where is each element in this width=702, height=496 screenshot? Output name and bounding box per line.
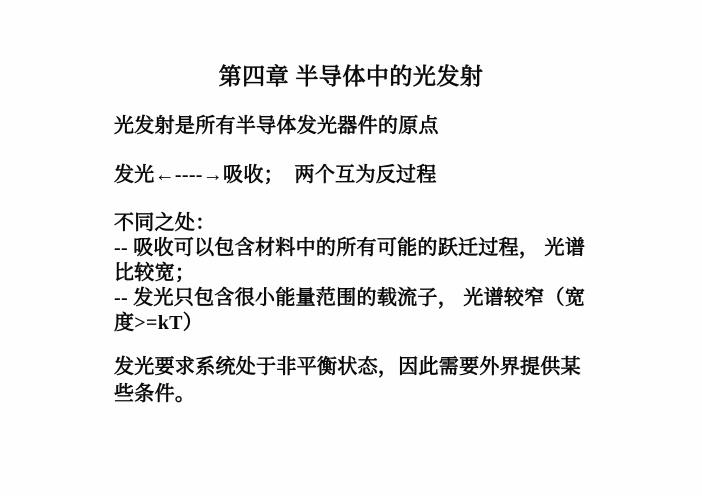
paragraph-differences bbox=[114, 211, 662, 336]
slide-title: 第四章 半导体中的光发射 bbox=[218, 64, 484, 89]
paragraph-relation bbox=[114, 163, 662, 188]
text-line-absorption-1: -- 吸收可以包含材料中的所有可能的跃迁过程， 光谱 bbox=[114, 237, 586, 259]
text-line-nonequilibrium-1: 发光要求系统处于非平衡状态，因此需要外界提供某 bbox=[114, 356, 581, 378]
text-line-emission-2: 度>=kT） bbox=[114, 312, 204, 334]
paragraph-nonequilibrium bbox=[114, 354, 662, 408]
text-line-relation: 发光←----→吸收； 两个互为反过程 bbox=[114, 164, 437, 186]
text-line-absorption-2: 比较宽； bbox=[114, 262, 196, 284]
paragraph-origin bbox=[114, 114, 662, 139]
text-line-differences-heading: 不同之处： bbox=[114, 212, 216, 234]
text-line-origin: 光发射是所有半导体发光器件的原点 bbox=[114, 115, 439, 137]
text-line-emission-1: -- 发光只包含很小能量范围的载流子， 光谱较窄（宽 bbox=[114, 287, 586, 309]
text-line-nonequilibrium-2: 些条件。 bbox=[114, 383, 196, 405]
